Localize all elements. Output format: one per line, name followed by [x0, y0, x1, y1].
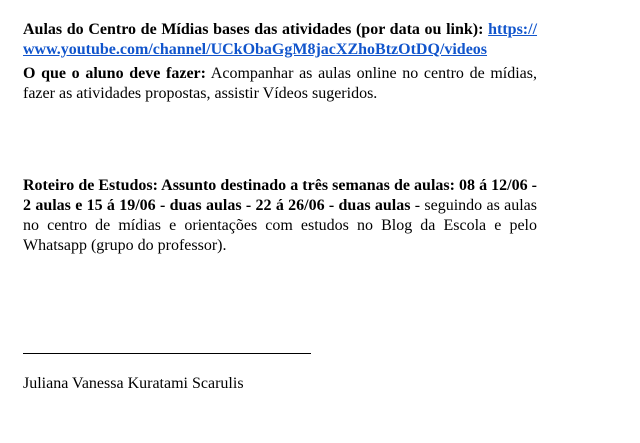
media-center-paragraph — [23, 20, 537, 60]
study-plan-label: Roteiro de Estudos: Assunto destinado a três semanas de aulas: 08 á 12/06 - 2 aulas e 15 á 19/06 - duas aulas - 22 á 26/06 - duas aulas — [23, 177, 537, 214]
study-plan-text: - seguindo as aulas no centro de mídias e orientações com estudos no Blog da Escola e pelo Whatsapp (grupo do professor). — [23, 197, 538, 254]
signature-name: Juliana Vanessa Kuratami Scarulis — [23, 375, 244, 392]
student-tasks-paragraph — [23, 64, 537, 104]
student-tasks-label: O que o aluno deve fazer: — [23, 65, 206, 82]
youtube-channel-link[interactable]: https://www.youtube.com/channel/UCkObaGgM8jacXZhoBtzOtDQ/videos — [23, 21, 538, 58]
signature-line — [23, 345, 311, 354]
media-center-heading: Aulas do Centro de Mídias bases das atividades (por data ou link): — [23, 21, 484, 38]
document-body — [23, 20, 538, 254]
student-tasks-text: Acompanhar as aulas online no centro de mídias, fazer as atividades propostas, assistir Vídeos sugeridos. — [23, 65, 538, 102]
study-plan-paragraph — [23, 176, 537, 256]
